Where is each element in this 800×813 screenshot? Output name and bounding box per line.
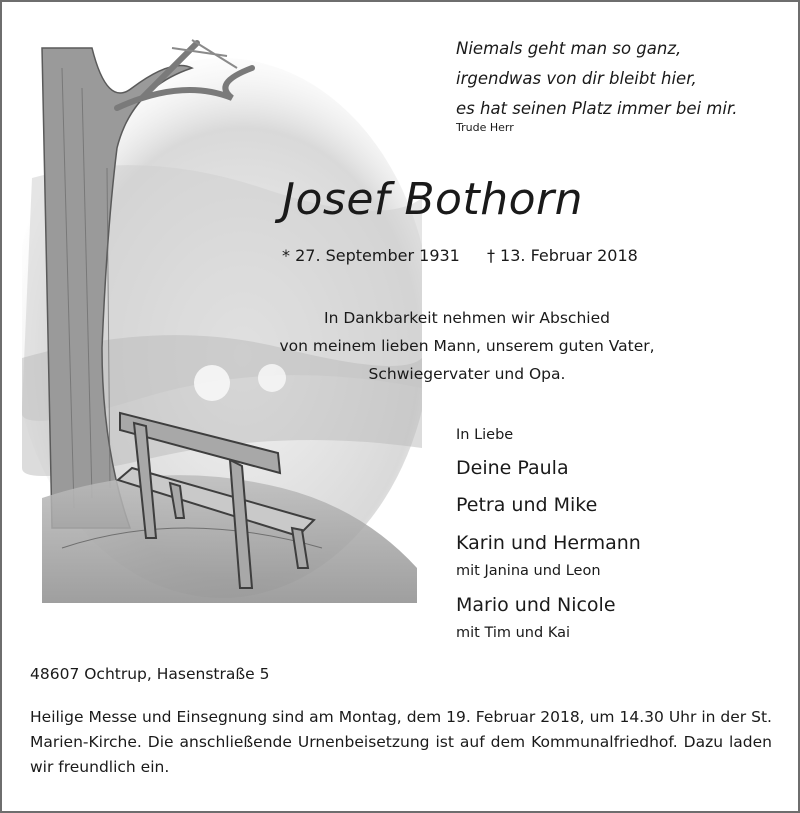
funeral-notice: Heilige Messe und Einsegnung sind am Montag, dem 19. Februar 2018, um 14.30 Uhr in der St. Marien-Kirche. Die anschließende Urnenbeisetzung ist auf dem Kommunalfriedhof. Dazu laden wir freundlich ein. xyxy=(30,708,772,776)
mourner-name: Karin und Hermann xyxy=(456,532,641,554)
mourner-sub: mit Tim und Kai xyxy=(456,625,570,641)
farewell-line: In Dankbarkeit nehmen wir Abschied xyxy=(324,309,610,327)
birth-date: * 27. September 1931 xyxy=(282,246,460,265)
life-dates xyxy=(282,246,638,265)
epitaph-quote xyxy=(456,34,776,124)
mourners-heading: In Liebe xyxy=(456,427,514,443)
mourner-sub: mit Janina und Leon xyxy=(456,563,601,579)
family-address: 48607 Ochtrup, Hasenstraße 5 xyxy=(30,665,270,683)
quote-line: es hat seinen Platz immer bei mir. xyxy=(456,99,738,118)
mourner-name: Mario und Nicole xyxy=(456,594,616,616)
farewell-text xyxy=(232,304,702,388)
mourner-name: Deine Paula xyxy=(456,457,569,479)
mourner-name: Petra und Mike xyxy=(456,494,598,516)
farewell-line: von meinem lieben Mann, unserem guten Vater, xyxy=(279,337,655,355)
quote-line: irgendwas von dir bleibt hier, xyxy=(456,69,697,88)
farewell-line: Schwiegervater und Opa. xyxy=(368,365,566,383)
deceased-name: Josef Bothorn xyxy=(282,174,584,225)
quote-author: Trude Herr xyxy=(456,121,514,134)
quote-line: Niemals geht man so ganz, xyxy=(456,39,682,58)
death-date: † 13. Februar 2018 xyxy=(486,246,638,265)
